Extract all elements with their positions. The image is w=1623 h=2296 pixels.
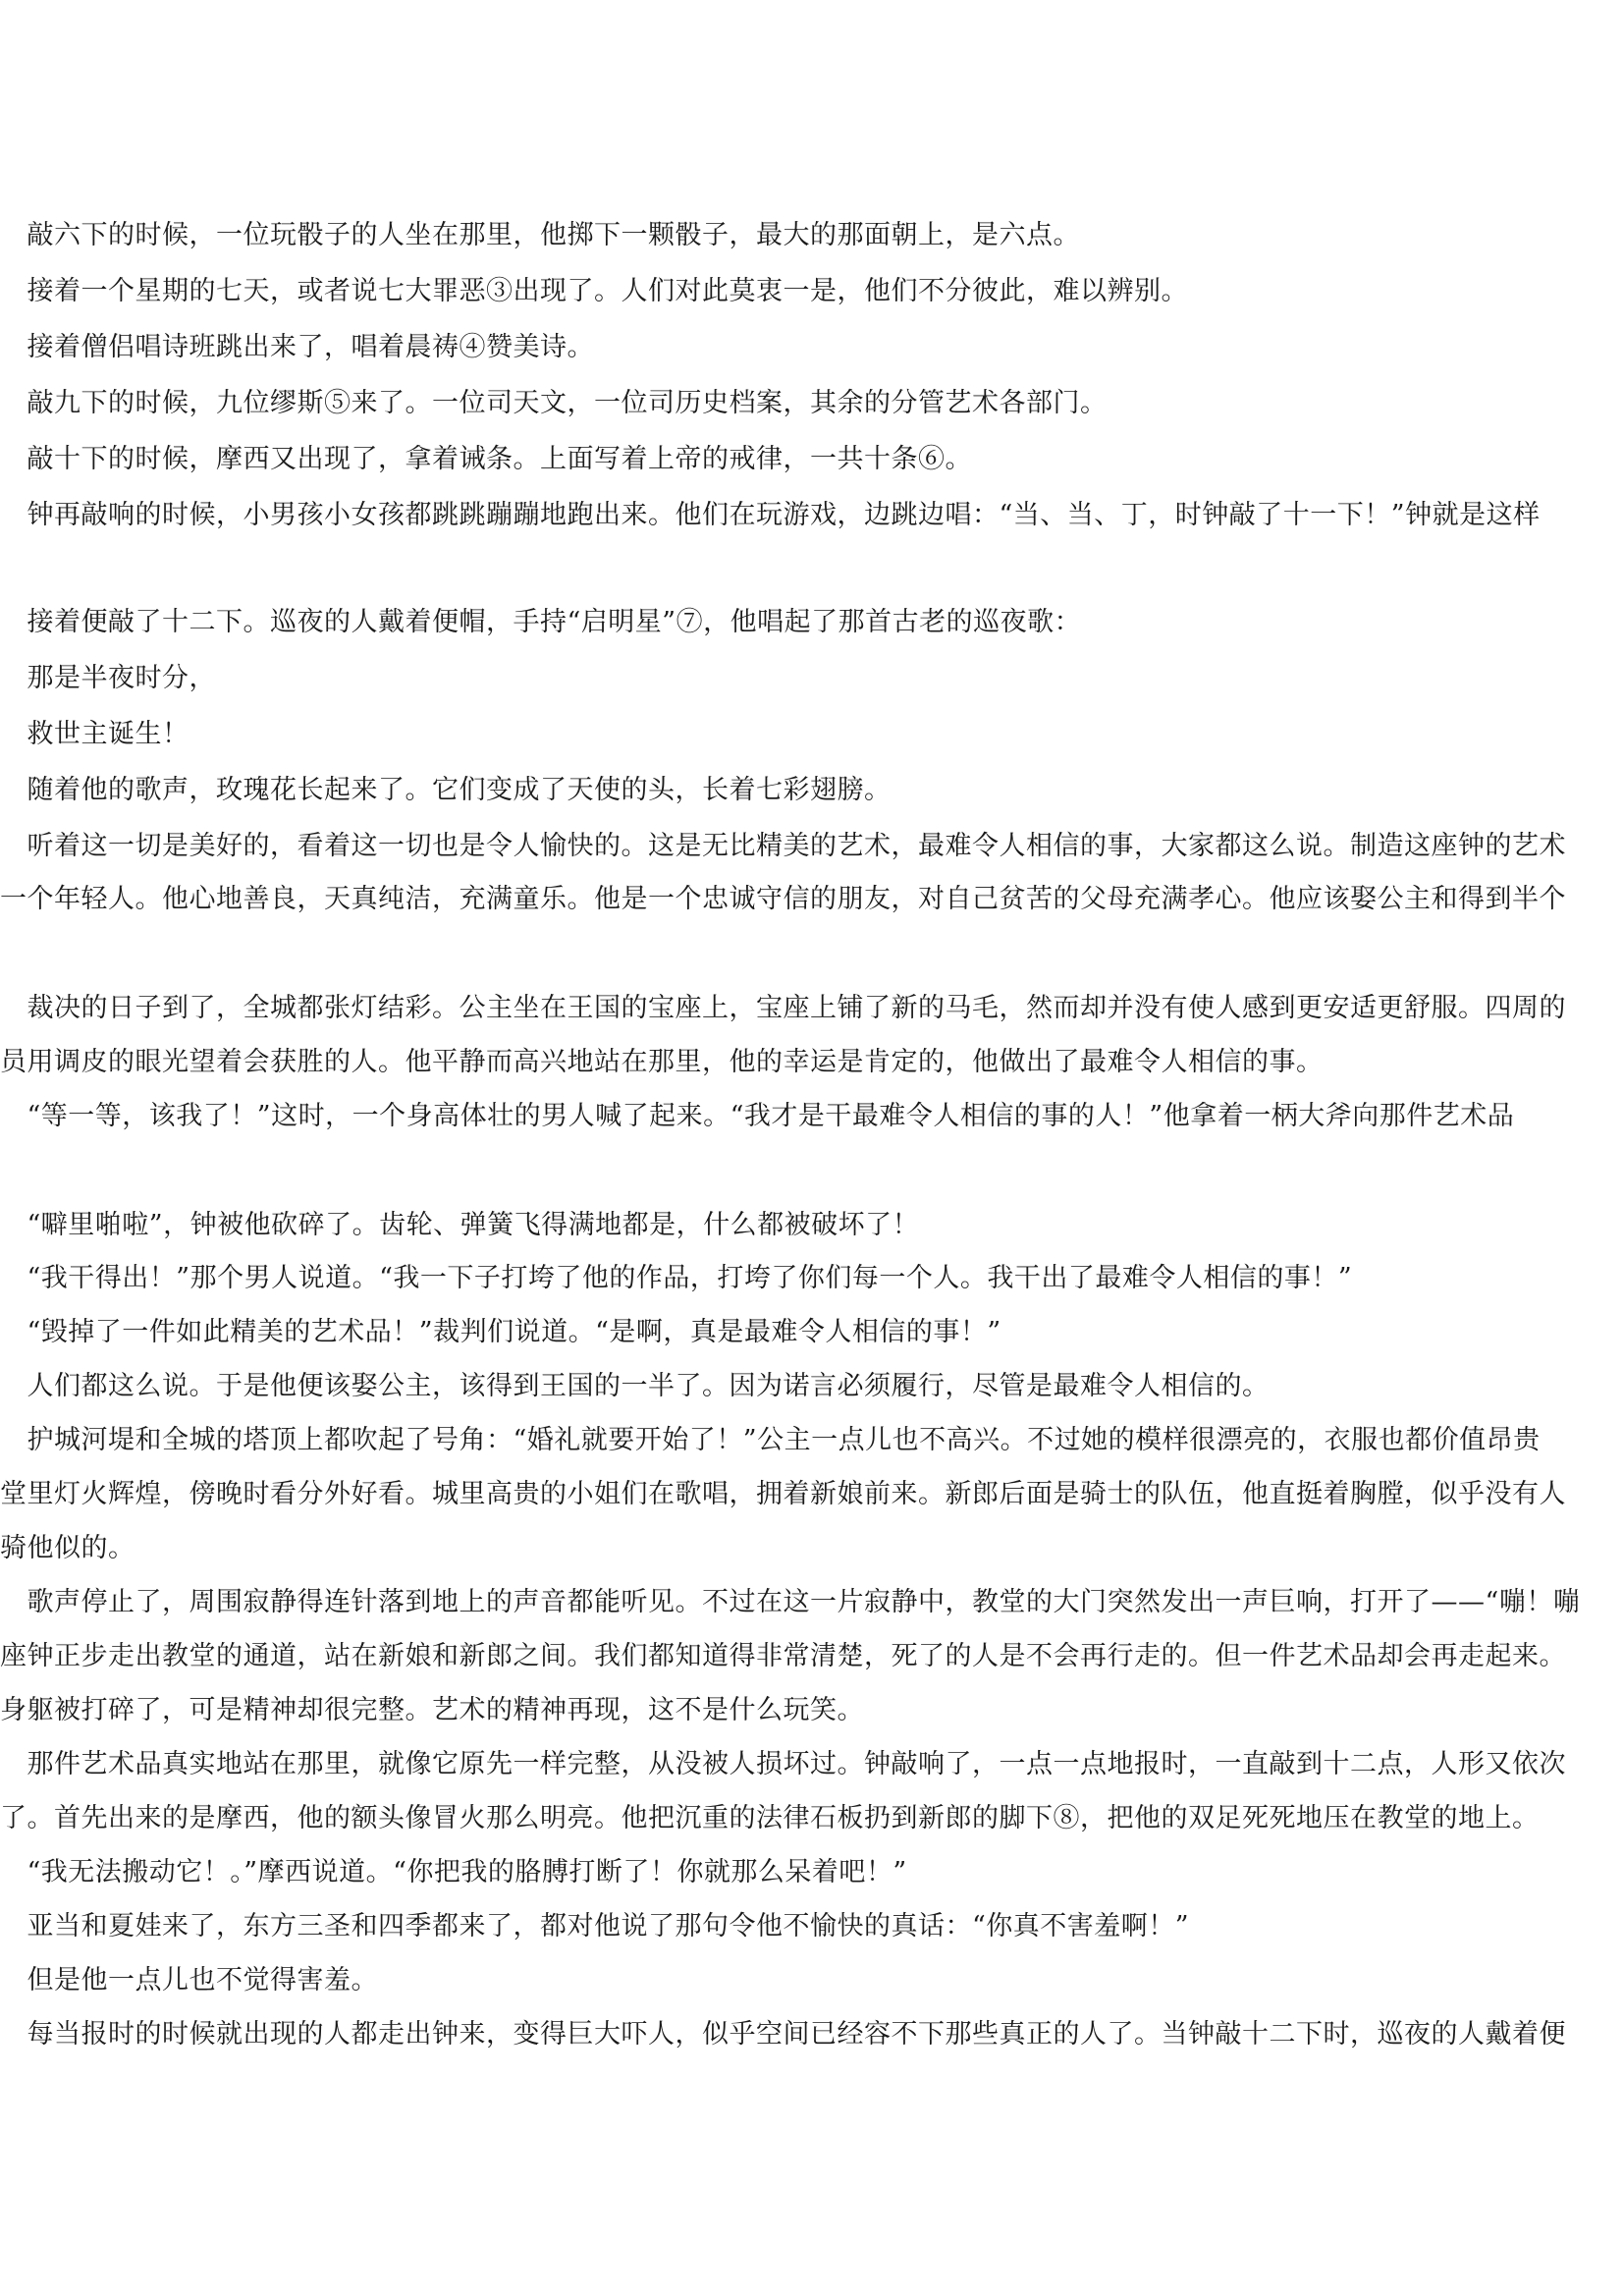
text-line: 员用调皮的眼光望着会获胜的人。他平静而高兴地站在那里，他的幸运是肯定的，他做出了最难令人相信的事。: [0, 1047, 1324, 1077]
text-line: “我无法搬动它！。”摩西说道。“你把我的胳膊打断了！你就那么呆着吧！”: [0, 1857, 907, 1887]
text-line: 敲九下的时候，九位缪斯⑤来了。一位司天文，一位司历史档案，其余的分管艺术各部门。: [0, 388, 1108, 418]
text-line: 护城河堤和全城的塔顶上都吹起了号角：“婚礼就要开始了！”公主一点儿也不高兴。不过她的模样很漂亮的，衣服也都价值昂贵: [0, 1425, 1541, 1455]
text-line: 骑他似的。: [0, 1533, 135, 1563]
text-line: “我干得出！”那个男人说道。“我一下子打垮了他的作品，打垮了你们每一个人。我干出了最难令人相信的事！”: [0, 1263, 1353, 1293]
text-line: “毁掉了一件如此精美的艺术品！”裁判们说道。“是啊，真是最难令人相信的事！”: [0, 1317, 1001, 1347]
text-line: “等一等，该我了！”这时，一个身高体壮的男人喊了起来。“我才是干最难令人相信的事的人！”他拿着一柄大斧向那件艺术品: [0, 1101, 1515, 1131]
text-line: 身躯被打碎了，可是精神却很完整。艺术的精神再现，这不是什么玩笑。: [0, 1695, 864, 1725]
text-line: 了。首先出来的是摩西，他的额头像冒火那么明亮。他把沉重的法律石板扔到新郎的脚下⑧，把他的双足死死地压在教堂的地上。: [0, 1803, 1540, 1833]
text-line: 歌声停止了，周围寂静得连针落到地上的声音都能听见。不过在这一片寂静中，教堂的大门突然发出一声巨响，打开了——“嘣！嘣: [0, 1587, 1581, 1617]
text-line: 那件艺术品真实地站在那里，就像它原先一样完整，从没被人损坏过。钟敲响了，一点一点地报时，一直敲到十二点，人形又依次: [0, 1749, 1566, 1779]
text-line: 接着便敲了十二下。巡夜的人戴着便帽，手持“启明星”⑦，他唱起了那首古老的巡夜歌：: [0, 607, 1082, 637]
text-line: 接着僧侣唱诗班跳出来了，唱着晨祷④赞美诗。: [0, 332, 594, 362]
text-line: 亚当和夏娃来了，东方三圣和四季都来了，都对他说了那句令他不愉快的真话：“你真不害羞啊！”: [0, 1911, 1190, 1941]
text-line: 裁决的日子到了，全城都张灯结彩。公主坐在王国的宝座上，宝座上铺了新的马毛，然而却并没有使人感到更安适更舒服。四周的: [0, 993, 1566, 1023]
text-line: 随着他的歌声，玫瑰花长起来了。它们变成了天使的头，长着七彩翅膀。: [0, 775, 892, 805]
text-line: 接着一个星期的七天，或者说七大罪恶③出现了。人们对此莫衷一是，他们不分彼此，难以辨别。: [0, 276, 1188, 306]
text-line: 钟再敲响的时候，小男孩小女孩都跳跳蹦蹦地跑出来。他们在玩游戏，边跳边唱：“当、当、丁，时钟敲了十一下！”钟就是这样: [0, 500, 1541, 530]
text-line: 堂里灯火辉煌，傍晚时看分外好看。城里高贵的小姐们在歌唱，拥着新娘前来。新郎后面是骑士的队伍，他直挺着胸膛，似乎没有人: [0, 1479, 1566, 1509]
text-line: 那是半夜时分，: [0, 663, 216, 693]
text-line: 一个年轻人。他心地善良，天真纯洁，充满童乐。他是一个忠诚守信的朋友，对自己贫苦的父母充满孝心。他应该娶公主和得到半个: [0, 884, 1566, 914]
text-line: 每当报时的时候就出现的人都走出钟来，变得巨大吓人，似乎空间已经容不下那些真正的人了。当钟敲十二下时，巡夜的人戴着便: [0, 2019, 1566, 2050]
text-line: 救世主诞生！: [0, 719, 189, 749]
text-line: 敲十下的时候，摩西又出现了，拿着诫条。上面写着上帝的戒律，一共十条⑥。: [0, 444, 972, 474]
text-line: 座钟正步走出教堂的通道，站在新娘和新郎之间。我们都知道得非常清楚，死了的人是不会再行走的。但一件艺术品却会再走起来。: [0, 1641, 1566, 1671]
text-line: “噼里啪啦”，钟被他砍碎了。齿轮、弹簧飞得满地都是，什么都被破坏了！: [0, 1210, 920, 1240]
text-line: 敲六下的时候，一位玩骰子的人坐在那里，他掷下一颗骰子，最大的那面朝上，是六点。: [0, 220, 1080, 250]
text-line: 听着这一切是美好的，看着这一切也是令人愉快的。这是无比精美的艺术，最难令人相信的事，大家都这么说。制造这座钟的艺术: [0, 831, 1566, 861]
text-line: 但是他一点儿也不觉得害羞。: [0, 1965, 378, 1995]
text-line: 人们都这么说。于是他便该娶公主，该得到王国的一半了。因为诺言必须履行，尽管是最难令人相信的。: [0, 1371, 1270, 1401]
